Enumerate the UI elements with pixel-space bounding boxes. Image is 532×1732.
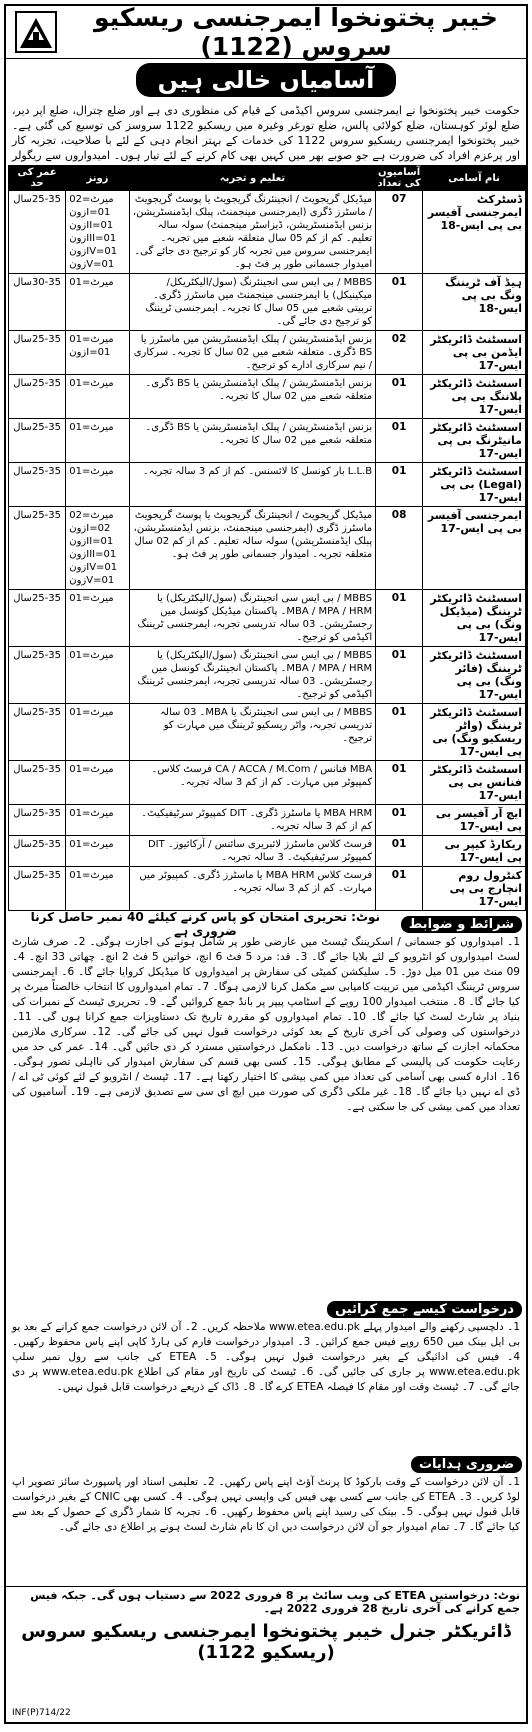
table-row <box>9 704 526 761</box>
cell-zone: میرٹ=01 <box>66 419 129 463</box>
cell-zone: میرٹ=01 <box>66 867 129 911</box>
header-age: عمر کی حد <box>9 166 66 191</box>
cell-qual: فرسٹ کلاس MBA HRM یا ماسٹرز ڈگری۔ کمپیوٹر میں مہارت۔ کم از کم 3 سالہ تجربہ۔ <box>129 867 375 911</box>
cell-zone: میرٹ=01 <box>66 590 129 647</box>
apply-heading <box>10 1299 522 1319</box>
cell-count: 01 <box>376 647 423 704</box>
cell-qual: MBBS / بی ایس سی انجینئرنگ یا MBA۔ 03 سالہ تدریسی تجربہ، واٹر ریسکیو ٹریننگ میں مہارت کو ترجیح۔ <box>129 704 375 761</box>
cell-age: 25-35سال <box>9 647 66 704</box>
cell-qual: میڈیکل گریجویٹ / انجینئرنگ گریجویٹ یا پوسٹ گریجویٹ / ماسٹرز ڈگری (ایمرجنسی مینجمنٹ، پبلک ایڈمنسٹریشن، بزنس ایڈمنسٹریشن، ڈیزاسٹر مینجمنٹ) سولہ سالہ تعلیم۔ کم از کم 05 سال متعلقہ شعبے میں تجربہ۔ ایمرجنسی سروس میں تجربہ کار کو ترجیح دی جائے گی۔ امیدوار جسمانی طور پر فٹ ہو۔ <box>129 191 375 274</box>
apply-text: 1۔ دلچسپی رکھنے والے امیدوار پہلے www.etea.edu.pk ملاحظہ کریں۔ 2۔ آن لائن درخواست جمع کرانے کے بعد یو بی ایل بینک میں 650 روپے فیس جمع کرائیں۔ 3۔ امیدوار درخواست فارم کی ہارڈ کاپی اپنے پاس محفوظ رکھیں۔ 4۔ فیس کی ادائیگی کے بغیر درخواست قبول نہیں ہوگی۔ 5۔ ETEA کی جانب سے رول نمبر سلپ www.etea.edu.pk پر جاری کی جائیں گی۔ 6۔ ٹیسٹ کی تاریخ اور مقام کی اطلاع www.etea.edu.pk پر دی جائے گی۔ 7۔ ٹیسٹ وقت اور مقام کا فیصلہ ETEA کرے گا۔ 8۔ ڈاک کے ذریعے درخواست قابل قبول نہیں۔ <box>12 1321 520 1393</box>
cell-zone: میرٹ=02 زونI=01 زونII=01 زونIII=01 زونIV=01 زونV=01 <box>66 191 129 274</box>
signature: ڈائریکٹر جنرل خیبر پختونخوا ایمرجنسی ریسکیو سروس (ریسکیو 1122) <box>21 1621 511 1663</box>
table-row <box>9 867 526 911</box>
table-row <box>9 331 526 375</box>
cell-count: 01 <box>376 274 423 331</box>
cell-zone: میرٹ=01 <box>66 805 129 836</box>
table-row <box>9 590 526 647</box>
table-row <box>9 274 526 331</box>
instructions-tag: ضروری ہدایات <box>411 1456 522 1473</box>
rescue-1122-logo <box>6 8 66 56</box>
terms-note: نوٹ: تحریری امتحان کو پاس کرنے کیلئے 40 نمبر حاصل کرنا ضروری ہے <box>30 910 381 938</box>
table-row <box>9 647 526 704</box>
cell-post: اسسٹنٹ ڈائریکٹر ٹریننگ (واٹر ریسکیو ونگ) بی پی ایس-17 <box>423 704 526 761</box>
cell-age: 25-35سال <box>9 191 66 274</box>
cell-qual: MBA HRM یا ماسٹرز ڈگری۔ DIT کمپیوٹر سرٹیفیکیٹ۔ کم از کم 3 سالہ تجربہ۔ <box>129 805 375 836</box>
cell-count: 08 <box>376 507 423 590</box>
header-count: آسامیوں کی تعداد <box>377 167 421 189</box>
cell-zone: میرٹ=01 <box>66 463 129 507</box>
cell-post: کنٹرول روم انچارج بی پی ایس-17 <box>423 867 526 911</box>
cell-post: اسسٹنٹ ڈائریکٹر ایڈمن بی پی ایس-17 <box>423 331 526 375</box>
cell-qual: MBA فنانس / CA / ACCA / M.Com فرسٹ کلاس۔ کمپیوٹر میں مہارت۔ کم از کم 3 سالہ تجربہ۔ <box>129 761 375 805</box>
cell-post: اسسٹنٹ ڈائریکٹر پلاننگ بی پی ایس-17 <box>423 375 526 419</box>
cell-qual: MBBS / بی ایس سی انجینئرنگ (سول/الیکٹریکل) یا MBA / MPA / HRM۔ پاکستان انجینئرنگ کونسل میں رجسٹریشن۔ 03 سالہ تدریسی تجربہ، ایمرجنسی ٹریننگ اکیڈمی کو ترجیح۔ <box>129 647 375 704</box>
table-row <box>9 761 526 805</box>
cell-post: ایمرجنسی آفیسر بی پی ایس-17 <box>423 507 526 590</box>
cell-count: 01 <box>376 590 423 647</box>
cell-count: 01 <box>376 375 423 419</box>
vacancies-banner: آسامیاں خالی ہیں <box>136 63 396 97</box>
page-title: خیبر پختونخوا ایمرجنسی ریسکیو سروس (1122) <box>94 3 498 61</box>
cell-zone: میرٹ=01 <box>66 836 129 867</box>
cell-qual: بزنس ایڈمنسٹریشن / پبلک ایڈمنسٹریشن یا BS ڈگری۔ متعلقہ شعبے میں 02 سال کا تجربہ۔ <box>129 419 375 463</box>
cell-post: اسسٹنٹ ڈائریکٹر ٹریننگ (میڈیکل ونگ) بی پی ایس-17 <box>423 590 526 647</box>
cell-age: 25-35سال <box>9 761 66 805</box>
intro-paragraph: حکومت خیبر پختونخوا نے ایمرجنسی سروس اکیڈمی کے قیام کی منظوری دی ہے اور ضلع چترال، ضلع اپر دیر، ضلع لوئر کوہستان، ضلع کولائی پالس، ضلع تورغر وغیرہ میں ریسکیو 1122 سروسز کی توسیع کی گئی ہے۔ خیبر پختونخوا ایمرجنسی ریسکیو سروس 1122 کی خدمات کے بہتر انجام دہی کے لئے با صلاحیت، تجربہ کار اور پرعزم افراد کی ضرورت ہے جو صوبے بھر میں کہیں بھی کام کرنے کے لئے تیار ہوں۔ امیدواروں سے ریگولر <box>12 104 521 162</box>
cell-post: اسسٹنٹ ڈائریکٹر ٹریننگ (فائر ونگ) بی پی ایس-17 <box>423 647 526 704</box>
cell-count: 01 <box>376 867 423 911</box>
instructions-text: 1۔ آن لائن درخواست کے وقت بارکوڈ کا پرنٹ آؤٹ اپنے پاس رکھیں۔ 2۔ تعلیمی اسناد اور پاسپورٹ سائز تصویر اپ لوڈ کریں۔ 3۔ ETEA کی جانب سے کسی بھی فیس کی واپسی نہیں ہوگی۔ 4۔ کسی بھی CNIC کے بغیر درخواست قابل قبول نہیں ہوگی۔ 5۔ بینک کی رسید اپنے پاس محفوظ رکھیں۔ 6۔ تجربہ کا شمار ڈگری کے حصول کے بعد سے کیا جائے گا۔ 7۔ تمام امیدوار جو آن لائن درخواست دیں ان کا نام شارٹ لسٹ ہونے پر اطلاع دی جائے گی۔ <box>12 1476 521 1533</box>
cell-age: 30-35سال <box>9 274 66 331</box>
cell-post: ریکارڈ کیپر بی پی ایس-17 <box>423 836 526 867</box>
cell-qual: MBBS / بی ایس سی انجینئرنگ (سول/الیکٹریکل/میکینیکل) یا ایمرجنسی مینجمنٹ میں ماسٹرز ڈگری۔ تربیتی شعبے میں 05 سال کا تجربہ۔ ایمرجنسی ٹریننگ کو ترجیح دی جائے گی۔ <box>129 274 375 331</box>
cell-qual: میڈیکل گریجویٹ / انجینئرنگ گریجویٹ یا پوسٹ گریجویٹ ماسٹرز ڈگری (ایمرجنسی مینجمنٹ، بزنس ایڈمنسٹریشن، پبلک ایڈمنسٹریشن) سولہ سالہ تعلیم۔ کم از کم 02 سال متعلقہ تجربہ۔ امیدوار جسمانی طور پر فٹ ہو۔ <box>129 507 375 590</box>
cell-age: 25-35سال <box>9 331 66 375</box>
cell-age: 25-35سال <box>9 704 66 761</box>
terms-text: 1۔ امیدواروں کو جسمانی / اسکریننگ ٹیسٹ میں عارضی طور پر شامل ہونے کی اجازت ہوگی۔ 2۔ صرف شارٹ لسٹ امیدواروں کو انٹرویو کے لئے بلایا جائے گا۔ 3۔ قد: مرد 5 فٹ 6 انچ، خواتین 5 فٹ 2 انچ۔ چھاتی 33 انچ۔ 4۔ 09 منٹ میں 01 میل دوڑ۔ 5۔ سلیکشن کمیٹی کی سفارش پر امیدواروں کا میڈیکل کروایا جائے گا۔ 6۔ ایمرجنسی سروس ٹریننگ اکیڈمی میں تربیت کامیابی سے مکمل کرنا لازمی ہوگا۔ 7۔ تمام امیدواروں کا انتخاب خالصتاً میرٹ پر کیا جائے گا۔ 8۔ منتخب امیدوار 100 روپے کے اسٹامپ پیپر پر بانڈ جمع کروائیں گے۔ 9۔ تحریری ٹیسٹ کے نمبرات کی بنیاد پر شارٹ لسٹ کیا جائے گا۔ 10۔ تمام امیدواروں کو مقررہ تاریخ تک دستاویزات جمع کرانا ہوں گی۔ 11۔ درخواستوں کی وصولی کی آخری تاریخ کے بعد کوئی درخواست قبول نہیں کی جائے گی۔ 12۔ سرکاری ملازمین محکمانہ اجازت کے ساتھ درخواست دیں۔ 13۔ نامکمل درخواستیں مسترد کر دی جائیں گی۔ 14۔ عمر کی حد میں رعایت حکومت کی پالیسی کے مطابق ہوگی۔ 15۔ کسی بھی قسم کی سفارش امیدوار کی نااہلی تصور ہوگی۔ 16۔ ادارہ کسی بھی آسامی کی تعداد میں کمی بیشی کا اختیار رکھتا ہے۔ 17۔ ٹیسٹ / انٹرویو کے لئے کوئی ٹی اے / ڈی اے نہیں دیا جائے گا۔ 18۔ غیر ملکی ڈگری کی صورت میں ایچ ای سی سے تصدیق لازمی ہے۔ 19۔ آسامیوں کی تعداد میں کمی بیشی کی جا سکتی ہے۔ <box>12 936 521 1113</box>
table-row <box>9 419 526 463</box>
advertisement-page <box>4 4 528 1724</box>
table-row <box>9 507 526 590</box>
cell-age: 25-35سال <box>9 590 66 647</box>
cell-count: 01 <box>376 836 423 867</box>
cell-post: اسسٹنٹ ڈائریکٹر فنانس بی پی ایس-17 <box>423 761 526 805</box>
terms-heading <box>10 910 522 938</box>
header-post: نام آسامی <box>423 166 526 191</box>
cell-age: 25-35سال <box>9 836 66 867</box>
footer-note: نوٹ: درخواستیں ETEA کی ویب سائٹ پر 8 فروری 2022 سے دستیاب ہوں گی۔ جبکہ فیس جمع کرانے کی آخری تاریخ 28 فروری 2022 ہے۔ <box>6 1586 526 1617</box>
cell-post: ایچ آر آفیسر بی پی ایس-17 <box>423 805 526 836</box>
header-qualification: تعلیم و تجربہ <box>129 166 375 191</box>
table-header-row <box>9 166 526 191</box>
cell-post: ڈسٹرکٹ ایمرجنسی آفیسر بی پی ایس-18 <box>423 191 526 274</box>
cell-qual: بزنس ایڈمنسٹریشن / پبلک ایڈمنسٹریشن میں ماسٹرز یا BS ڈگری۔ متعلقہ شعبے میں 02 سال کا تجربہ۔ سرکاری / نیم سرکاری ادارے کو ترجیح۔ <box>129 331 375 375</box>
cell-age: 25-35سال <box>9 507 66 590</box>
cell-qual: فرسٹ کلاس ماسٹرز لائبریری سائنس / آرکائیوز۔ DIT کمپیوٹر سرٹیفیکیٹ۔ 3 سالہ تجربہ۔ <box>129 836 375 867</box>
table-row <box>9 836 526 867</box>
cell-count: 01 <box>376 463 423 507</box>
cell-post: ہیڈ آف ٹریننگ ونگ بی پی ایس-18 <box>423 274 526 331</box>
apply-tag: درخواست کیسے جمع کرائیں <box>327 1301 522 1318</box>
cell-zone: میرٹ=01 <box>66 761 129 805</box>
cell-qual: بزنس ایڈمنسٹریشن / پبلک ایڈمنسٹریشن یا BS ڈگری۔ متعلقہ شعبے میں 02 سال کا تجربہ۔ <box>129 375 375 419</box>
cell-count: 02 <box>376 331 423 375</box>
table-row <box>9 463 526 507</box>
cell-zone: میرٹ=01 زونI=01 <box>66 331 129 375</box>
terms-tag: شرائط و ضوابط <box>401 916 522 933</box>
cell-zone: میرٹ=01 <box>66 704 129 761</box>
cell-age: 25-35سال <box>9 419 66 463</box>
table-row <box>9 375 526 419</box>
cell-zone: میرٹ=01 <box>66 647 129 704</box>
cell-count: 01 <box>376 805 423 836</box>
cell-zone: میرٹ=02 زونI=02 زونII=01 زونIII=01 زونIV=01 زونV=01 <box>66 507 129 590</box>
reference-number: INF(P)714/22 <box>12 1708 71 1718</box>
header <box>6 3 526 61</box>
header-zones: زونز <box>66 166 129 191</box>
instructions-heading <box>10 1454 522 1474</box>
cell-zone: میرٹ=01 <box>66 375 129 419</box>
cell-count: 01 <box>376 704 423 761</box>
vacancies-table <box>8 165 526 911</box>
cell-age: 25-35سال <box>9 805 66 836</box>
table-row <box>9 191 526 274</box>
cell-count: 07 <box>376 191 423 274</box>
cell-age: 25-35سال <box>9 463 66 507</box>
cell-post: اسسٹنٹ ڈائریکٹر مانیٹرنگ بی پی ایس-17 <box>423 419 526 463</box>
cell-qual: L.L.B بار کونسل کا لائسنس۔ کم از کم 3 سالہ تجربہ۔ <box>129 463 375 507</box>
cell-age: 25-35سال <box>9 375 66 419</box>
cell-count: 01 <box>376 419 423 463</box>
cell-count: 01 <box>376 761 423 805</box>
table-row <box>9 805 526 836</box>
cell-zone: میرٹ=01 <box>66 274 129 331</box>
cell-post: اسسٹنٹ ڈائریکٹر (Legal) بی پی ایس-17 <box>423 463 526 507</box>
cell-age: 25-35سال <box>9 867 66 911</box>
cell-qual: MBBS / بی ایس سی انجینئرنگ (سول/الیکٹریکل) یا MBA / MPA / HRM۔ پاکستان میڈیکل کونسل میں رجسٹریشن۔ 03 سالہ تدریسی تجربہ، ایمرجنسی ٹریننگ اکیڈمی کو ترجیح۔ <box>129 590 375 647</box>
